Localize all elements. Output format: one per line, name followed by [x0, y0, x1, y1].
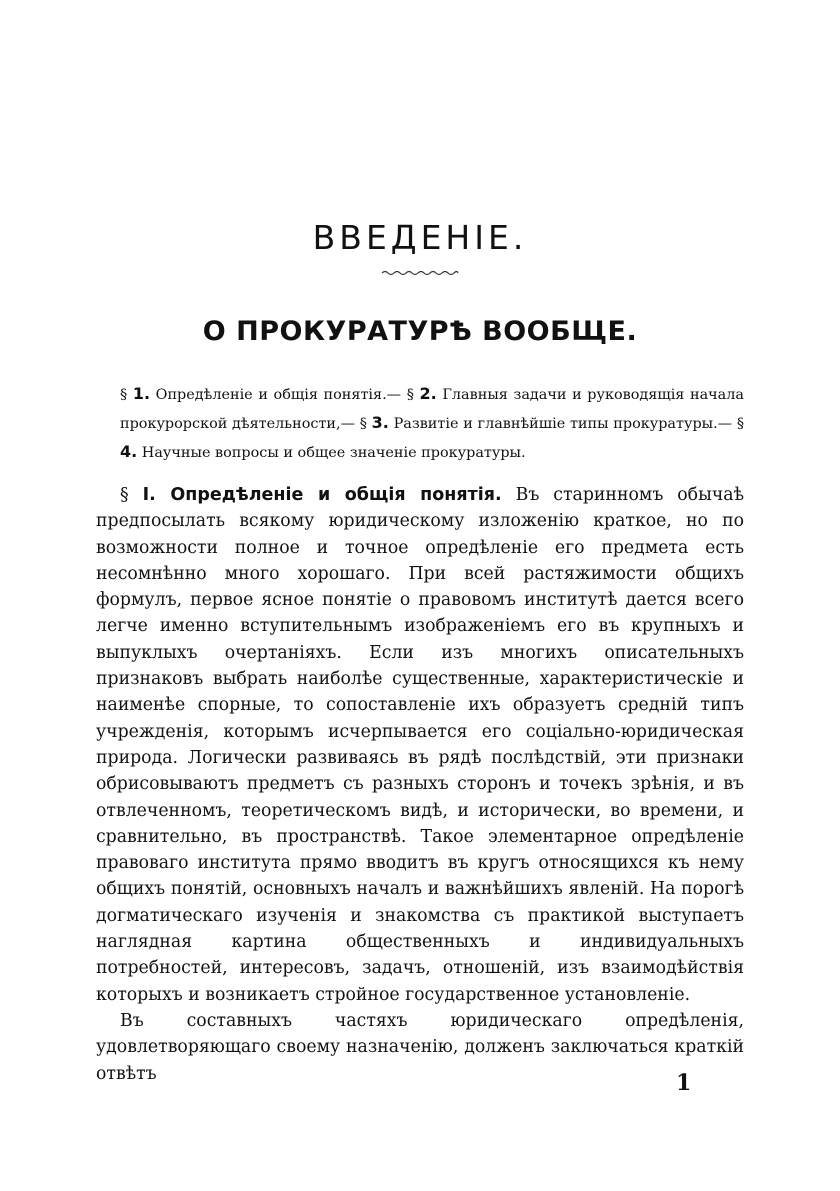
paragraph-heading: I. Опредѣленіе и общія понятія. [142, 485, 502, 505]
summary-section-sign: § [406, 387, 414, 403]
summary-item-text: Опредѣленіе и общія понятія.— [155, 387, 402, 403]
page-number: 1 [676, 1070, 692, 1096]
paragraph-1 [96, 482, 744, 1008]
summary-section-sign: § [120, 387, 128, 403]
paragraph-text: Въ составныхъ частяхъ юридическаго опредѣленія, удовлетворяющаго своему назначенію, долженъ заключаться краткій отвѣтъ [96, 1010, 744, 1084]
summary-item-text: Научные вопросы и общее значеніе прокуратуры. [141, 445, 526, 461]
body-text [96, 482, 744, 1087]
summary-section-sign: § [736, 416, 745, 432]
wavy-divider-ornament [380, 268, 460, 278]
summary-item-text: Развитіе и главнѣйшіе типы прокуратуры.— [393, 416, 733, 432]
summary-item-number: 2. [419, 384, 437, 403]
section-summary [120, 380, 744, 467]
paragraph-section-sign: § [120, 485, 129, 505]
summary-item-number: 1. [132, 384, 151, 403]
paragraph-2 [96, 1008, 744, 1087]
section-title: О ПРОКУРАТУРѢ ВООБЩЕ. [202, 316, 638, 347]
summary-item-text: Главныя задачи и руководящія начала прокурорской дѣятельности,— [120, 387, 744, 432]
summary-item-number: 4. [120, 442, 138, 461]
chapter-title: ВВЕДЕНІЕ. [312, 218, 528, 257]
summary-item-number: 3. [371, 413, 389, 432]
summary-section-sign: § [359, 416, 367, 432]
paragraph-text: Въ старинномъ обычаѣ предпосылать всякому юридическому изложенію краткое, но по возможности полное и точное опредѣленіе его предмета есть несомнѣнно много хорошаго. При всей растяжимости общихъ формулъ, первое ясное понятіе о правовомъ институтѣ дается всего легче именно вступительнымъ изображеніемъ его въ крупныхъ и выпуклыхъ очертаніяхъ. Если изъ многихъ описательныхъ признаковъ выбрать наиболѣе существенные, характеристическіе и наименѣе спорные, то сопоставленіе ихъ образуетъ средній типъ учрежденія, которымъ исчерпывается его соціально-юридическая природа. Логически развиваясь въ рядѣ послѣдствій, эти признаки обрисовываютъ предметъ съ разныхъ сторонъ и точекъ зрѣнія, и въ отвлеченномъ, теоретическомъ видѣ, и исторически, во времени, и сравнительно, въ пространствѣ. Такое элементарное опредѣленіе правоваго института прямо вводитъ въ кругъ относящихся къ нему общихъ понятій, основныхъ началъ и важнѣйшихъ явленій. На порогѣ догматическаго изученія и знакомства съ практикой выступаетъ наглядная картина общественныхъ и индивидуальныхъ потребностей, интересовъ, задачъ, отношеній, изъ взаимодѣйствія которыхъ и возникаетъ стройное государственное установленіе. [96, 485, 744, 1005]
